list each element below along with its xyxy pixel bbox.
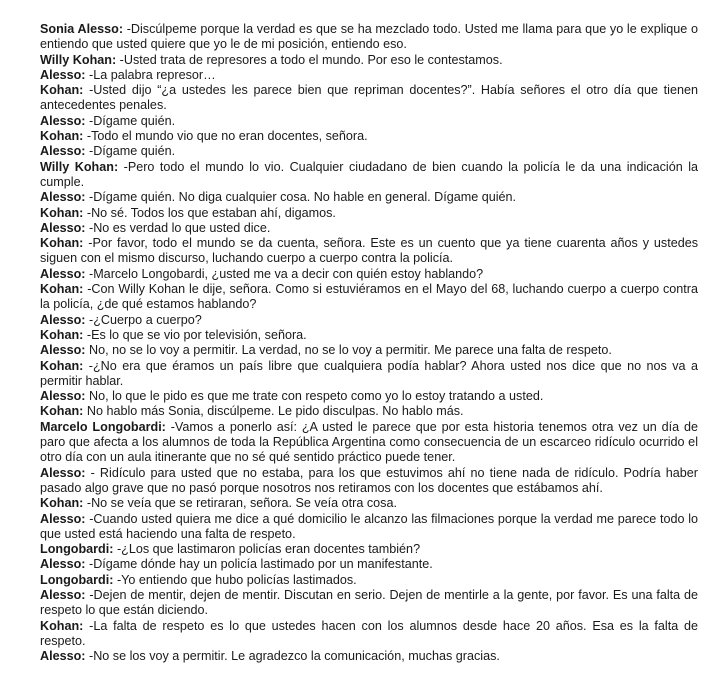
speaker-name: Longobardi: [40,572,114,587]
speech-text: -Por favor, todo el mundo se da cuenta, señora. Este es un cuento que ya tiene cuarenta años y ustedes siguen con el mismo discurso, luchando cuerpo a cuerpo contra la policía. [40,236,698,266]
dialogue-turn [40,236,698,267]
speaker-name: Alesso: [40,113,86,128]
speech-text: -La falta de respeto es lo que ustedes hacen con los alumnos desde hace 20 años. Esa es la falta de respeto. [40,618,698,648]
speech-text: -Con Willy Kohan le dije, señora. Como si estuviéramos en el Mayo del 68, luchando cuerpo a cuerpo contra la policía, ¿de qué estamos hablando? [40,282,698,312]
speaker-name: Alesso: [40,465,86,480]
speech-text: -La palabra represor… [85,67,216,82]
dialogue-turn [40,649,698,664]
speaker-name: Willy Kohan: [40,52,117,67]
speaker-name: Alesso: [40,389,86,404]
speech-text: -Cuando usted quiera me dice a qué domicilio le alcanzo las filmaciones porque la verdad me parece todo lo que usted está haciendo una falta de respeto. [40,511,698,541]
speech-text: -¿Los que lastimaron policías eran docentes también? [113,542,421,557]
dialogue-turn [40,83,698,114]
dialogue-turn [40,420,698,466]
dialogue-turn [40,512,698,543]
dialogue-turn [40,267,698,282]
dialogue-turn [40,404,698,419]
speech-text: -¿Cuerpo a cuerpo? [85,312,202,327]
dialogue-turn [40,206,698,221]
speaker-name: Kohan: [40,496,84,511]
speaker-name: Sonia Alesso: [40,22,124,36]
speech-text: -Dígame quién. [85,113,176,128]
speaker-name: Willy Kohan: [40,159,119,174]
speaker-name: Kohan: [40,205,84,220]
speaker-name: Kohan: [40,282,84,297]
speech-text: -Dígame quién. [85,144,176,159]
speech-text: - Ridículo para usted que no estaba, para los que estuvimos ahí no tiene nada de ridículo. Podría haber pasado algo grave que no pasó porque nosotros nos retiramos con los docentes que estábamos ahí. [40,465,698,495]
speech-text: -Dejen de mentir, dejen de mentir. Discutan en serio. Dejen de mentirle a la gente, por favor. Es una falta de respeto lo que están diciendo. [40,587,698,618]
dialogue-turn [40,129,698,144]
speaker-name: Kohan: [40,618,84,633]
speech-text: No, lo que le pido es que me trate con respeto como yo lo estoy tratando a usted. [85,389,544,404]
dialogue-turn [40,313,698,328]
dialogue-turn [40,466,698,497]
dialogue-turn [40,619,698,650]
speaker-name: Kohan: [40,129,84,144]
speaker-name: Longobardi: [40,542,114,557]
speech-text: -No se los voy a permitir. Le agradezco la comunicación, muchas gracias. [85,649,500,664]
speaker-name: Alesso: [40,649,86,664]
speech-text: -Dígame dónde hay un policía lastimado por un manifestante. [85,557,433,572]
speech-text: -Vamos a ponerlo así: ¿A usted le parece que por esta historia tenemos otra vez un día de paro que afecta a los alumnos de toda la República Argentina como consecuencia de un escarceo ridículo ocurrido el otro día con un aula itinerante que no sé qué sentido práctico puede tener. [40,419,698,465]
speech-text: -Usted dijo “¿a ustedes les parece bien que repriman docentes?”. Había señores el otro día que tienen antecedentes penales. [40,83,698,113]
speech-text: -Discúlpeme porque la verdad es que se ha mezclado todo. Usted me llama para que yo le explique o entiendo que usted quiere que yo le de mi posición, entiendo eso. [40,22,699,52]
dialogue-turn [40,160,698,191]
dialogue-turn [40,68,698,83]
speaker-name: Kohan: [40,83,84,98]
speech-text: -No sé. Todos los que estaban ahí, digamos. [83,205,336,220]
dialogue-turn [40,53,698,68]
dialogue-turn [40,573,698,588]
speaker-name: Alesso: [40,587,86,602]
dialogue-turn [40,359,698,390]
speaker-name: Alesso: [40,190,86,205]
speech-text: -Yo entiendo que hubo policías lastimados. [113,572,357,587]
dialogue-turn [40,389,698,404]
speech-text: -Pero todo el mundo lo vio. Cualquier ciudadano de bien cuando la policía le da una indicación la cumple. [40,159,698,189]
speaker-name: Alesso: [40,220,86,235]
speaker-name: Alesso: [40,266,86,281]
dialogue-turn [40,328,698,343]
speaker-name: Kohan: [40,327,84,342]
dialogue-turn [40,190,698,205]
speaker-name: Alesso: [40,343,86,358]
speaker-name: Kohan: [40,358,84,373]
speech-text: -No se veía que se retiraran, señora. Se veía otra cosa. [83,496,397,511]
speaker-name: Alesso: [40,312,86,327]
speaker-name: Alesso: [40,67,86,82]
dialogue-turn [40,22,698,53]
speech-text: -Marcelo Longobardi, ¿usted me va a decir con quién estoy hablando? [85,266,484,281]
speaker-name: Alesso: [40,511,86,526]
speech-text: -Dígame quién. No diga cualquier cosa. No hable en general. Dígame quién. [85,190,517,205]
speech-text: -¿No era que éramos un país libre que cualquiera podía hablar? Ahora usted nos dice que no nos va a permitir hablar. [40,358,698,388]
speaker-name: Marcelo Longobardi: [40,419,166,434]
speech-text: -Es lo que se vio por televisión, señora. [83,327,307,342]
speech-text: No hablo más Sonia, discúlpeme. Le pido disculpas. No hablo más. [83,404,464,419]
dialogue-turn [40,343,698,358]
speech-text: -Usted trata de represores a todo el mundo. Por eso le contestamos. [116,52,503,67]
speaker-name: Kohan: [40,404,84,419]
speaker-name: Alesso: [40,557,86,572]
speaker-name: Alesso: [40,144,86,159]
speech-text: No, no se lo voy a permitir. La verdad, no se lo voy a permitir. Me parece una falta de respeto. [85,343,612,358]
dialogue-turn [40,588,698,619]
speaker-name: Kohan: [40,236,84,251]
dialogue-turn [40,496,698,511]
dialogue-turn [40,557,698,572]
speech-text: -No es verdad lo que usted dice. [85,220,271,235]
dialogue-turn [40,114,698,129]
dialogue-turn [40,221,698,236]
speech-text: -Todo el mundo vio que no eran docentes, señora. [83,129,368,144]
dialogue-turn [40,542,698,557]
dialogue-turn [40,282,698,313]
dialogue-turn [40,144,698,159]
